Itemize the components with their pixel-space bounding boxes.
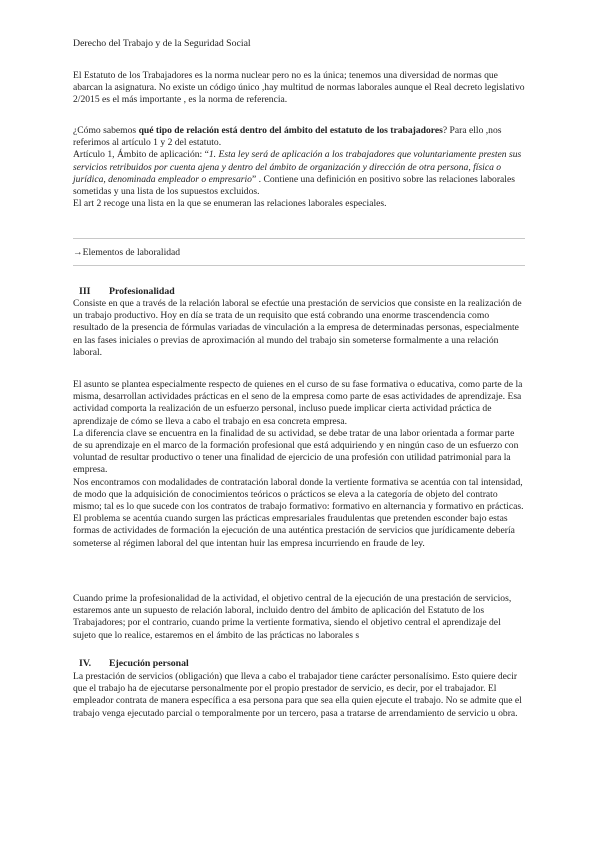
question-paragraph — [73, 125, 525, 149]
divider-bottom — [73, 265, 525, 266]
article1-post: ” . Contiene una definición en positivo sobre las relaciones laborales sometidas y una lista de los supuestos excluidos. — [73, 173, 515, 198]
section3-body — [73, 298, 525, 359]
section4-p1: La prestación de servicios (obligación) que lleva a cabo el trabajador tiene carácter personalísimo. Esto quiere decir que el trabajo ha de ejecutarse personalmente por el propio prestador de servicio, es decir, por el trabajador. El empleador contrata de manera específica a esa persona para que sea ella quien ejecute el trabajo. No se admite que el trabajo venga ejecutado parcial o temporalmente por un tercero, pasa a tratarse de arrendamiento de servicio u obra. — [73, 671, 522, 719]
article1-paragraph — [73, 149, 525, 198]
section3-p5: Cuando prime la profesionalidad de la actividad, el objetivo central de la ejecución de una prestación de servicios, estaremos ante un supuesto de relación laboral, incluido dentro del ámbito de aplicación del Estatuto de los Trabajadores; por el contrario, cuando prime la vertiente formativa, siendo el objetivo central el aprendizaje del sujeto que lo realice, estaremos en el ámbito de las prácticas no laborales s — [73, 593, 512, 641]
section3-p3: La diferencia clave se encuentra en la finalidad de su actividad, se debe tratar de una labor orientada a formar parte de su aprendizaje en el marco de la formación profesional que está adquiriendo y en ningún caso de un esfuerzo con voluntad de resultar productivo o tener una finalidad de ejercicio de una profesión con utilidad patrimonial para la empresa. — [73, 427, 519, 476]
question-post: ? Para ello ,nos referimos al artículo 1 y 2 del estatuto. — [73, 125, 502, 149]
section4-number: IV. — [79, 658, 92, 669]
section3-p2: El asunto se plantea especialmente respecto de quienes en el curso de su fase formativa o educativa, como parte de la misma, desarrollan actividades prácticas en el seno de la empresa como parte de esas actividades de aprendizaje. Esa actividad comporta la realización de un esfuerzo personal, incluso puede implicar cierta actividad práctica de aprendizaje de cómo se lleva a cabo el trabajo en esa concreta empresa. — [73, 379, 523, 427]
section4-title: Ejecución personal — [109, 658, 189, 669]
intro-text: El Estatuto de los Trabajadores es la norma nuclear pero no es la única; tenemos una diversidad de normas que abarcan la asignatura. No existe un código único ,hay multitud de normas laborales aunque el Real decreto legislativo 2/2015 es el más importante , es la norma de referencia. — [73, 70, 525, 106]
page-header: Derecho del Trabajo y de la Seguridad Social — [73, 38, 251, 49]
section3-body-2 — [73, 379, 525, 550]
question-bold: qué tipo de relación está dentro del ámbito del estatuto de los trabajadores — [138, 125, 443, 136]
question-pre: ¿Cómo sabemos — [73, 125, 139, 136]
section3-body-3 — [73, 593, 525, 642]
section3-number: III — [79, 286, 91, 297]
article1-quote: 1. Esta ley será de aplicación a los trabajadores que voluntariamente presten sus servicios retribuidos por cuenta ajena y dentro del ámbito de organización y dirección de otra persona, física o jurídica, denominada empleador o empresario — [73, 149, 522, 185]
section3-title: Profesionalidad — [109, 286, 175, 297]
section3-p1: Consiste en que a través de la relación laboral se efectúe una prestación de servicios que consiste en la realización de un trabajo productivo. Hoy en día se trata de un requisito que está cobrando una enorme trascendencia como resultado de la presencia de fórmulas variadas de vinculación a la empresa de determinadas personas, especialmente en las fases iniciales o previas de aproximación al mundo del trabajo sin someterse formalmente a una relación laboral. — [73, 298, 522, 358]
article2-paragraph: El art 2 recoge una lista en la que se enumeran las relaciones laborales especiales. — [73, 198, 387, 210]
section3-p4: Nos encontramos con modalidades de contratación laboral donde la vertiente formativa se acentúa con tal intensidad, de modo que la adquisición de conocimientos teóricos o prácticos se eleva a la categoría de objeto del contrato mismo; tal es lo que sucede con los contratos de trabajo formativo: formativo en alternancia y formativo en prácticas. El problema se acentúa cuando surgen las prácticas empresariales fraudulentas que pretenden esconder bajo estas formas de actividades de formación la ejecución de una auténtica prestación de servicios que jurídicamente debería someterse al régimen laboral del que intentan huir las empresa incurriendo en fraude de ley. — [73, 476, 524, 549]
intro-paragraph — [73, 70, 525, 107]
section3-heading — [79, 286, 175, 297]
divider-top — [73, 238, 525, 239]
section4-heading — [79, 658, 189, 669]
section4-body — [73, 671, 525, 720]
elements-heading: →Elementos de laboralidad — [73, 247, 181, 258]
article1-pre: Artículo 1, Ámbito de aplicación: “ — [73, 149, 209, 161]
question-block — [73, 125, 525, 210]
